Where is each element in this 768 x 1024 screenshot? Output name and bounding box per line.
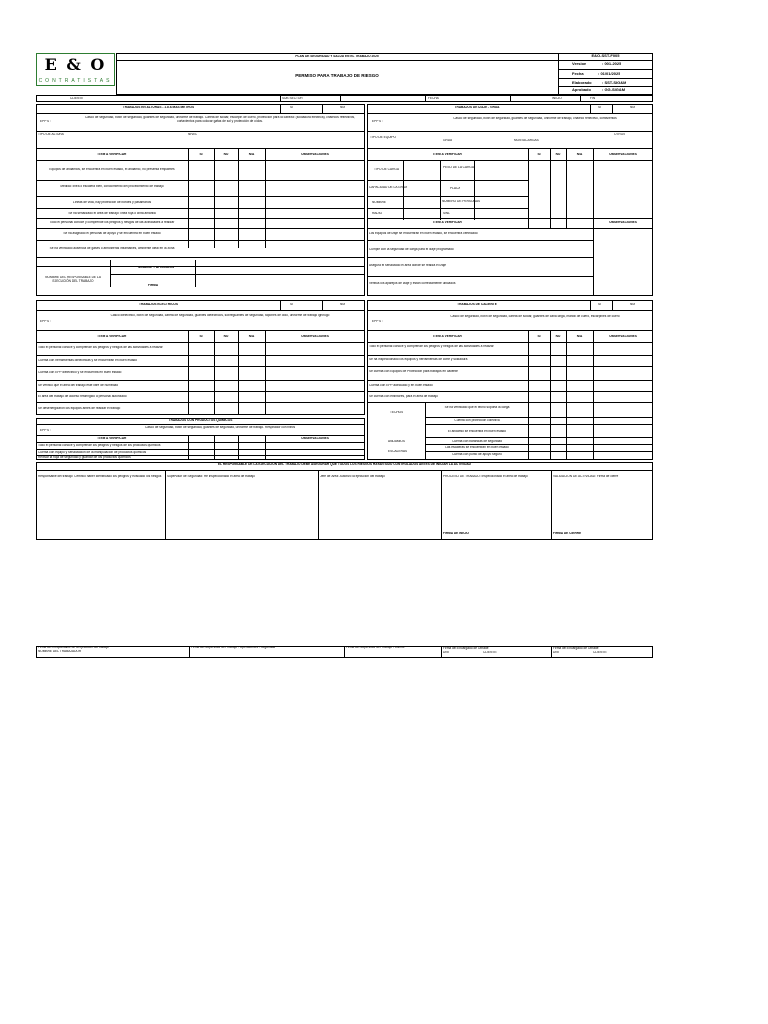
table-row: Cuenta con EPP dieléctrico y se encuentra en buen estado <box>38 371 122 374</box>
table-row: Se desenergizaron los equipos antes de realizar el trabajo <box>38 407 121 410</box>
fecha-field-label: FECHA <box>428 97 439 100</box>
table-row: Se cuenta con Equipos de Protección para trabajos en caliente <box>369 370 458 373</box>
otros-label: OTROS <box>614 133 626 136</box>
field-label: PESO DE LA CARGA <box>443 166 474 169</box>
field-label: NOMBRE <box>372 201 386 204</box>
version-label: Version <box>572 62 587 66</box>
alturas-na-header: N/A <box>248 153 255 156</box>
electrico-obs-header: OBSERVACIONES <box>301 335 329 338</box>
izaje-obs-header: OBSERVACIONES <box>609 153 637 156</box>
electrico-si: SI <box>290 303 294 306</box>
aprobado-value: : GG-SIG&M <box>602 88 626 92</box>
doc-code: E&O-SST-F005 <box>591 54 620 58</box>
nombre-apellidos-label: NOMBRE Y APELLIDOS <box>138 266 175 269</box>
fin-label: FIN <box>590 97 596 100</box>
footer-box-text: Responsable del trabajo: Certifico haber identificado los peligros y evaluado los riesgos <box>38 475 162 478</box>
table-row: Cumple con la seguridad de carga para el izaje programado <box>369 248 454 251</box>
cliente-label: CLIENTE <box>70 97 84 100</box>
alturas-epps-label: EPP'S : <box>40 120 51 123</box>
table-row: Cuenta con equipo y señalización de la manipulación de productos químicos <box>38 451 147 454</box>
table-row: Todo el personal conoce y comprende los peligros y riesgos de las actividades a realizar <box>38 346 163 349</box>
aprobado-label: Aprobado <box>572 88 591 92</box>
caliente-epps-text: Casco de seguridad, botín de seguridad, careta de soldar, guantes de caña larga, mandil de cuero, escarpines de cuero <box>450 315 620 318</box>
zanja-label: ESCALERAS <box>388 450 408 453</box>
list-item: Se ha verificado ausencia de gases o atmósferas inflamables, ambiente ideal en la zona <box>49 247 175 250</box>
table-row: Se verificó que el área del trabajo esté libre de humedad <box>38 384 118 387</box>
field-label: PLACA <box>450 187 461 190</box>
table-row: Se cuenta con extintores, para el área de trabajo <box>369 395 438 398</box>
logo-text: E & O <box>44 55 107 74</box>
quimicos-item-header: ITEM A VERIFICAR <box>97 437 127 440</box>
firma-inicio-label: FIRMA DE INICIO <box>443 532 469 535</box>
alturas-epps-text: Casco de seguridad, botín de seguridad, guantes de seguridad, uniforme de trabajo. Careta de soldar, escarpín de cuero, protección para la cabeza: (soldadura eléctrica), chalecos reflectivos, cortavientos para colocar gafas de sol y protección de oídos. <box>84 116 356 123</box>
electrico-no-header: NO <box>223 335 229 338</box>
list-item: Todo el personal conoce y comprende los peligros y riesgos de las actividades a realizar <box>49 221 175 224</box>
version-value: : 001-2025 <box>602 62 622 66</box>
field-label: SWL <box>443 212 450 215</box>
table-row: Revisar la hoja de seguridad y guardar de los productos químicos <box>38 456 131 459</box>
caliente-na: N/A <box>630 303 636 306</box>
field-label: TIPO DE CARGA <box>374 168 399 171</box>
tipo-equipo-label: TIPO DE EQUIPO <box>370 136 397 139</box>
elaborado-value: : SST-SIG&M <box>602 81 627 85</box>
caliente-epps-label: EPP'S : <box>372 320 383 323</box>
footer-box-text: Jefe de Área: Autorizo la ejecución del trabajo <box>320 475 385 478</box>
table-row: Asegura el señalizado el área donde se realiza el izaje <box>369 264 447 267</box>
electrico-epps-label: EPP'S : <box>40 320 51 323</box>
table-row: El andamio se encuentra en buen estado <box>447 430 507 433</box>
table-row: Todo el personal conoce y comprende los peligros y riesgos de los productos químicos <box>38 444 161 447</box>
alturas-si-header: SI <box>199 153 203 156</box>
caliente-si-header: SI <box>537 335 541 338</box>
montacargas-label: MONTACARGAS <box>514 139 539 142</box>
table-row: Se ha inspeccionado los equipos y herramientas de corte y soldadura <box>369 358 468 361</box>
table-row: El área del trabajo de acceso restringido a personal autorizado <box>38 395 127 398</box>
list-item: Medida: línea o escalera bien, conocimiento del procedimiento de trabajo <box>60 185 164 188</box>
caliente-no-header: NO <box>555 335 561 338</box>
fecha-label: Fecha <box>572 72 584 76</box>
caliente-na-header: N/A <box>576 335 583 338</box>
inicio-label: INICIO <box>552 97 562 100</box>
list-item: Líneas de vida, hay protección de bordes y pasamanos <box>72 201 152 204</box>
field-label: RADIO <box>372 212 383 215</box>
caliente-obs-header: OBSERVACIONES <box>609 335 637 338</box>
sub-sector-label: SUB SECTOR <box>282 97 303 100</box>
izaje-no-header: NO <box>555 153 561 156</box>
table-row: Las escaleras se encuentran en buen estado <box>445 446 509 449</box>
nivel-label: NIVEL <box>188 133 198 136</box>
izaje-item-header-2: ITEM A VERIFICAR <box>433 221 462 224</box>
firma-cierre-label: FIRMA DE CIERRE <box>553 532 582 535</box>
electrico-si-header: SI <box>199 335 203 338</box>
izaje-obs-header-2: OBSERVACIONES <box>609 221 637 224</box>
signature-dni: DNI: <box>553 651 560 654</box>
signature-label: Firma del Encargado de Obrade <box>443 647 489 650</box>
footer-box-text: VALIDACIÓN DE ACTIVIDAD: Firma de cierre <box>553 475 619 478</box>
zanja-label: ANDAMIOS <box>388 440 406 443</box>
firma-label: FIRMA <box>148 284 159 287</box>
alturas-item-header: ITEM A VERIFICAR <box>97 153 127 156</box>
table-row: Se ha verificado que el techo soporta la carga <box>444 406 510 409</box>
field-label: CAPACIDAD DE LA GRÚA <box>369 186 408 189</box>
table-row: Cuenta con protección colectiva <box>454 419 500 422</box>
caliente-item-header: ITEM A VERIFICAR <box>433 335 462 338</box>
izaje-epps-label: EPP'S : <box>372 120 383 123</box>
responsable-label: NOMBRE DEL RESPONSABLE DE LA EJECUCIÓN DEL TRABAJO <box>45 276 101 283</box>
list-item: Equipos de andamios, se encuentra en buen estado, el andamio, no presenta empalmes <box>49 168 175 171</box>
izaje-si-header: SI <box>537 153 541 156</box>
izaje-item-header: ITEM A VERIFICAR <box>433 153 462 156</box>
signature-cliente: CLIENTE: <box>593 651 608 654</box>
table-row: Todo el personal conoce y comprende los peligros y riesgos de las actividades a realizar <box>369 345 494 348</box>
izaje-title: TRABAJOS DE IZAJE - GRUA <box>454 106 500 109</box>
izaje-na: N/A <box>630 106 636 109</box>
company-logo <box>36 53 115 86</box>
footer-box-text: Supervisor de Seguridad: He inspeccionado el área de trabajo <box>167 475 255 478</box>
electrico-na: N/A <box>340 303 346 306</box>
signature-label: Firma del Supervisor del Trabajo - Operaciones / Seguridad <box>191 646 276 649</box>
electrico-item-header: ITEM A VERIFICAR <box>97 335 127 338</box>
caliente-title: TRABAJOS DE CALIENTE <box>457 303 497 306</box>
electrico-na-header: N/A <box>248 335 255 338</box>
footer-note-box <box>36 462 653 540</box>
elaborado-label: Elaborado <box>572 81 592 85</box>
signature-cliente: CLIENTE: <box>483 651 498 654</box>
zanja-label: TECHOS <box>390 411 404 414</box>
alturas-no-header: NO <box>223 153 229 156</box>
caliente-si: SI <box>598 303 602 306</box>
field-label: NÚMERO DE PERSONAS <box>442 200 481 203</box>
list-item: Se ha señalizado el área de trabajo: línea roja o cinta amarilla <box>68 212 156 215</box>
list-item: Se ha asignado el personal de apoyo y se encuentra en buen estado <box>63 232 161 235</box>
alturas-na: N/A <box>340 106 346 109</box>
table-row: Cuenta con barandas de seguridad <box>452 440 502 443</box>
footer-note: EL RESPONSABLE DE LA EJECUCIÓN DEL TRABAJO DEBE ASEGURAR QUE TODOS LOS RIESGOS HAYAN SIDO CONTROLADOS ANTES DE INICIAR LA ACTIVIDAD <box>218 463 471 466</box>
signature-label: Firma del Supervisor del Trabajo / Cliente <box>346 646 405 649</box>
quimicos-obs-header: OBSERVACIONES <box>301 437 329 440</box>
signature-sublabel: NOMBRE DEL TRABAJADOR <box>38 650 82 653</box>
plan-title: PLAN DE SEGURIDAD Y SALUD EN EL TRABAJO 2025 <box>295 55 379 58</box>
grua-label: GRÚA <box>443 139 453 142</box>
izaje-epps-text: Casco de seguridad, botín de seguridad, guantes de seguridad, uniforme de trabajo, chaleco reflectivo, cortavientos <box>453 117 617 120</box>
izaje-na-header: N/A <box>576 153 583 156</box>
alturas-obs-header: OBSERVACIONES <box>301 153 329 156</box>
electrico-title: TRABAJOS ELÉCTRICOS <box>139 303 178 306</box>
table-row: Cuenta con EPP adecuado y en buen estado <box>369 384 433 387</box>
table-row: Los equipos de izaje se encuentran en buen estado, se encuentra certificado <box>369 232 478 235</box>
alturas-title: TRABAJOS EN ALTURAS - 1.8 A MAS METROS <box>122 106 195 109</box>
signature-label: Firma del Encargado de Obrade <box>553 647 599 650</box>
izaje-si: SI <box>598 106 602 109</box>
table-row: Cuenta con punto de apoyo seguro <box>452 453 502 456</box>
table-row: Verifica los aparejos de izaje y están correctamente ubicados <box>369 282 456 285</box>
quimicos-epps-text: Casco de seguridad, botín de seguridad, guantes de seguridad, uniforme de trabajo. Respirador con filtros <box>144 426 296 429</box>
table-row: Cuenta con herramientas dieléctricas y se encuentran en buen estado <box>38 359 138 362</box>
logo-subtitle: CONTRATISTAS <box>38 78 113 84</box>
fecha-value: : 01/01/2025 <box>598 72 621 76</box>
page-title: PERMISO PARA TRABAJO DE RIESGO <box>295 74 379 78</box>
signature-dni: DNI: <box>443 651 450 654</box>
tipo-altura-label: TIPO DE ALTURA <box>38 133 64 136</box>
alturas-si: SI <box>290 106 294 109</box>
footer-box-text: PROCESO DE TRABAJO: Inspeccionado el área de trabajo <box>443 475 528 478</box>
signature-label: Firma del Responsable de la ejecución del trabajo <box>38 646 109 649</box>
quimicos-title: TRABAJOS CON PRODUCTOS QUÍMICOS <box>168 419 233 422</box>
electrico-epps-text: Casco dieléctrico, botín de seguridad, careta de seguridad, guantes dieléctricos, sobreguantes de seguridad, tapones de oído, uniforme de trabajo ignífugo <box>110 314 330 317</box>
quimicos-epps-label: EPP'S : <box>40 429 51 432</box>
